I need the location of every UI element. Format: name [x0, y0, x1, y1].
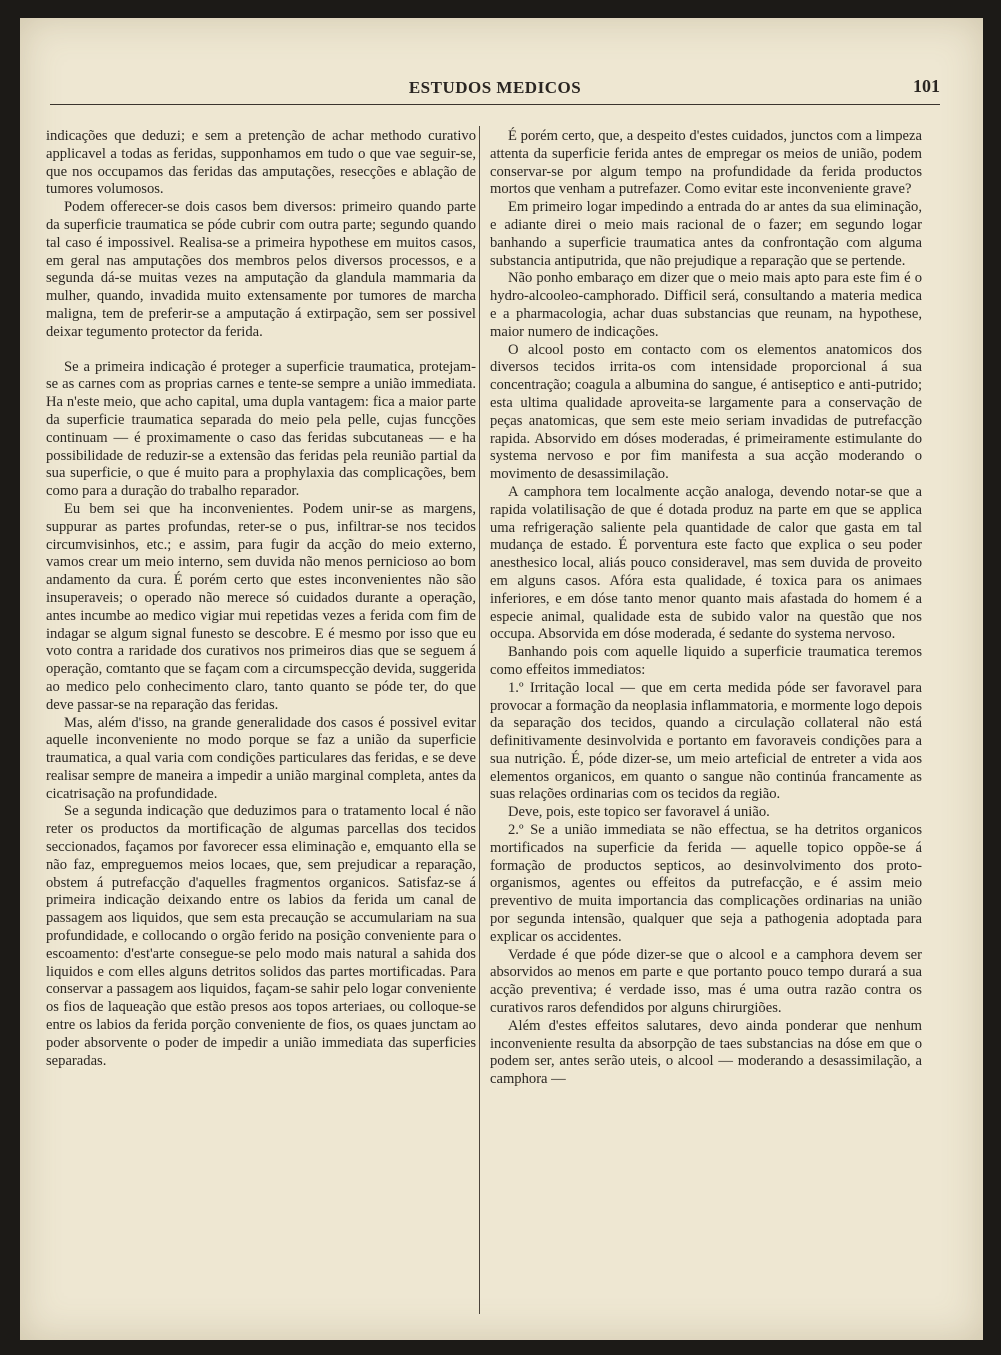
paragraph: A camphora tem localmente acção analoga, devendo notar-se que a rapida volatilisação de que é dotada produz na parte em que se applica uma refrigeração saliente pela quantidade de calor que gasta em tal mudança de estado. É porventura este facto que explica o seu poder anesthesico local, aliás pouco consideravel, mas sem duvida de proveito em alguns casos. Afóra esta qualidade, é toxica para os animaes inferiores, e em dóse tanto menor quanto mais afastada do homem é a especie animal, qualidade esta de subido valor na questão que nos occupa. Absorvida em dóse moderada, é sedante do systema nervoso. [490, 483, 922, 643]
right-column [490, 128, 922, 1089]
paragraph: 2.º Se a união immediata se não effectua, se ha detritos organicos mortificados na superficie da ferida — aquelle topico oppõe-se á formação de productos septicos, ao desinvolvimento dos proto-organismos, agentes ou effeitos da putrefacção, e é assim meio preventivo de muita importancia das complicações ordinarias na união por segunda intensão, qualquer que seja a pathogenia adoptada para explicar os accidentes. [490, 822, 922, 945]
paragraph: Verdade é que póde dizer-se que o alcool e a camphora devem ser absorvidos ao menos em parte e que portanto pouco tempo durará a sua acção preventiva; é verdade isso, mas é uma outra razão contra os curativos raros defendidos por alguns chirurgiões. [490, 946, 922, 1017]
paragraph: Se a segunda indicação que deduzimos para o tratamento local é não reter os productos da mortificação de algumas parcellas dos tecidos seccionados, façamos por favorecer essa eliminação e, emquanto ella se não faz, empreguemos meios locaes, que, sem prejudicar a reparação, obstem á putrefacção d'aquelles fragmentos organicos. Satisfaz-se á primeira indicação deixando entre os labios da ferida um canal de passagem aos liquidos, que sem esta precaução se accumulariam na sua profundidade, e collocando o orgão ferido na posição conveniente para o escoamento: d'est'arte consegue-se pelo modo mais natural a sahida dos liquidos e com elles alguns detritos solidos das partes mortificadas. Para conservar a passagem aos liquidos, façam-se sahir pelo logar conveniente os fios de laqueação que estão presos aos topos arteriaes, ou colloque-se entre os labios da ferida porção conveniente de fios, os quaes junctam ao poder absorvente o poder de impedir a união immediata das superficies separadas. [46, 803, 476, 1069]
page-header [50, 74, 940, 110]
paragraph: Se a primeira indicação é proteger a superficie traumatica, protejam-se as carnes com as proprias carnes e tente-se sempre a união immediata. Ha n'este meio, que acho capital, uma dupla vantagem: fica a maior parte da superficie traumatica separada do meio pela pelle, cujas funcções continuam — é proximamente o caso das feridas subcutaneas — e ha possibilidade de reduzir-se a extensão das feridas pela reunião partial da sua superficie, o que é muito para a prophylaxia das complicações, bem como para a duração do trabalho reparador. [46, 358, 476, 500]
paragraph: Podem offerecer-se dois casos bem diversos: primeiro quando parte da superficie traumatica se póde cubrir com outra parte; segundo quando tal caso é impossivel. Realisa-se a primeira hypothese em muitos casos, em geral nas amputações dos membros pelos diversos processos, e a segunda dá-se muitas vezes na amputação da glandula mammaria da mulher, quando, invadida muito extensamente por tumores de marcha maligna, tem de preferir-se a amputação á extirpação, sem ser possivel deixar tegumento protector da ferida. [46, 199, 476, 340]
running-title: ESTUDOS MEDICOS [408, 78, 582, 97]
paragraph: Não ponho embaraço em dizer que o meio mais apto para este fim é o hydro-alcooleo-camphorado. Difficil será, consultando a materia medica e a pharmacologia, achar duas substancias que reunam, na hypothese, maior numero de indicações. [490, 270, 922, 340]
book-page [20, 18, 983, 1340]
paragraph: Banhando pois com aquelle liquido a superficie traumatica teremos como effeitos immediatos: [490, 644, 922, 678]
page-number: 101 [913, 76, 940, 96]
column-divider [479, 126, 480, 1314]
paragraph: Deve, pois, este topico ser favoravel á união. [508, 804, 770, 821]
paragraph: Além d'estes effeitos salutares, devo ainda ponderar que nenhum inconveniente resulta da absorpção de taes substancias na dóse em que o podem ser, antes serão uteis, o alcool — moderando a desassimilação, a camphora — [490, 1017, 922, 1088]
paragraph: Mas, além d'isso, na grande generalidade dos casos é possivel evitar aquelle inconveniente no modo porque se faz a união da superficie traumatica, a qual varia com condições particulares das feridas, e se deve realisar sempre de maneira a impedir a união marginal completa, antes da cicatrisação na profundidade. [46, 714, 476, 802]
paragraph: O alcool posto em contacto com os elementos anatomicos dos diversos tecidos irrita-os com intensidade proporcional á sua concentração; coagula a albumina do sangue, é antiseptico e anti-putrido; esta ultima qualidade aproveita-se largamente para a conservação de peças anatomicas, que sem este meio seriam invadidas de putrefacção rapida. Absorvido em dóses moderadas, é primeiramente estimulante do systema nervoso e por fim manifesta a sua acção moderando o movimento de desassimilação. [490, 341, 922, 483]
paragraph: 1.º Irritação local — que em certa medida póde ser favoravel para provocar a formação da neoplasia inflammatoria, e mormente logo depois da separação dos tecidos, quando a circulação collateral não está definitivamente desinvolvida e portanto em favoraveis condições para a sua nutrição. É, póde dizer-se, um meio arteficial de entreter a vida aos elementos organicos, em quanto o sangue não continúa francamente as suas relações ordinarias com os tecidos da região. [490, 679, 922, 803]
paragraph: É porém certo, que, a despeito d'estes cuidados, junctos com a limpeza attenta da superficie ferida antes de empregar os meios de união, podem conservar-se por algum tempo na profundidade da ferida productos mortos que venham a putrefazer. Como evitar este inconveniente grave? [490, 128, 922, 198]
left-column [46, 128, 476, 1070]
paragraph: Eu bem sei que ha inconvenientes. Podem unir-se as margens, suppurar as partes profundas, reter-se o pus, infiltrar-se nos tecidos circumvisinhos, etc.; e assim, para fugir da acção do meio externo, vamos crear um meio interno, sem duvida não menos pernicioso ao bom andamento da cura. É porém certo que estes inconvenientes não são insuperaveis; o operado não merece só cuidados durante a operação, antes incumbe ao medico vigiar mui repetidas vezes a ferida com fim de indagar se algum signal funesto se descobre. E é mesmo por isso que eu voto contra a raridade dos curativos nos primeiros dias que se seguem á operação, comtanto que se façam com a circumspecção devida, suggerida ao medico pelo conhecimento claro, tanto quanto se póde ter, do que deve passar-se na reparação das feridas. [46, 500, 476, 713]
header-rule [50, 104, 940, 105]
paragraph: indicações que deduzi; e sem a pretenção de achar methodo curativo applicavel a todas as feridas, supponhamos em tudo o que vae seguir-se, que nos occupamos das feridas das amputações, resecções e ablação de tumores volumosos. [46, 128, 476, 198]
paragraph: Em primeiro logar impedindo a entrada do ar antes da sua eliminação, e adiante direi o meio mais racional de o fazer; em segundo logar banhando a superficie traumatica antes da confrontação com alguma substancia antiputrida, que não prejudique a reparação que se pertende. [490, 199, 922, 269]
